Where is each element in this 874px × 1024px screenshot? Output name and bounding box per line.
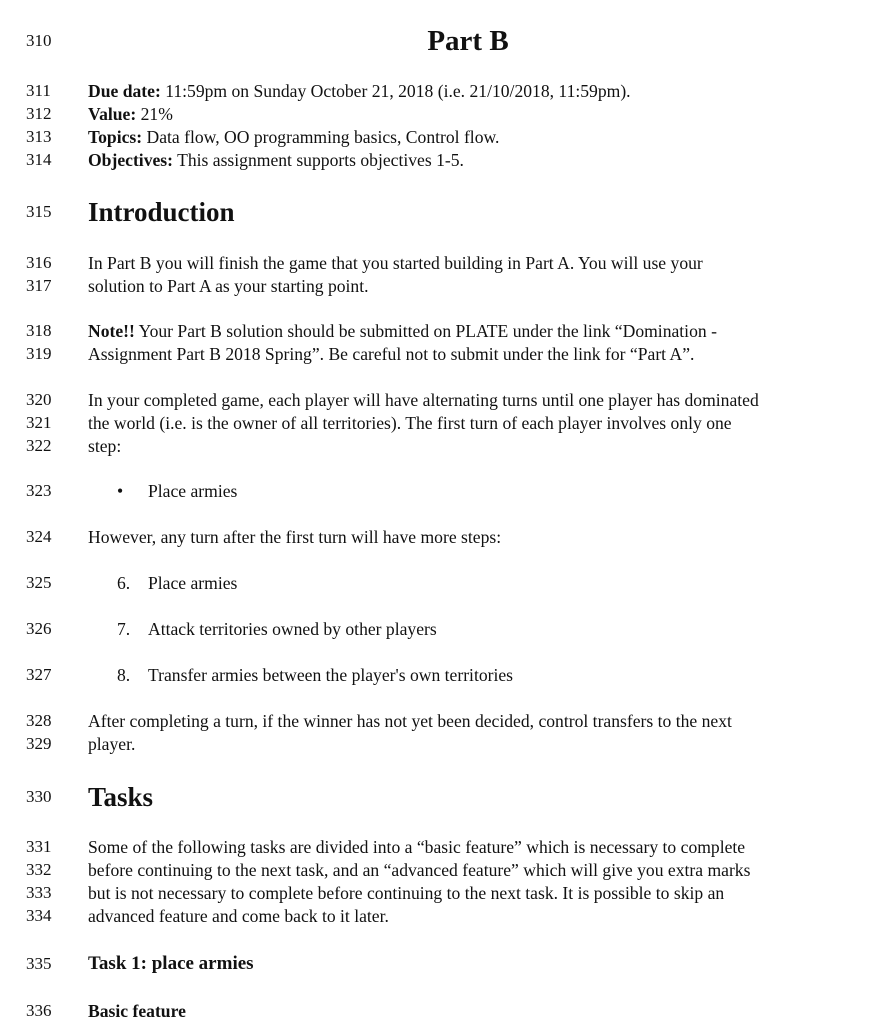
due-date-value: 11:59pm on Sunday October 21, 2018 (i.e. 21/10/2018, 11:59pm). — [160, 81, 631, 101]
line-316: 316 In Part B you will finish the game that you started building in Part A. You will use your — [26, 253, 703, 273]
line-326: 326 7. Attack territories owned by other players — [26, 619, 437, 639]
line-334: 334 advanced feature and come back to it later. — [26, 906, 389, 926]
due-date-label: Due date: — [88, 81, 161, 101]
topics-label: Topics: — [88, 127, 143, 147]
line-315: 315 Introduction — [26, 197, 235, 227]
line-329: 329 player. — [26, 734, 136, 754]
line-321: 321 the world (i.e. is the owner of all territories). The first turn of each player involves only one — [26, 413, 732, 433]
objectives-value: This assignment supports objectives 1-5. — [173, 150, 464, 170]
line-323: 323 • Place armies — [26, 481, 238, 501]
line-330: 330 Tasks — [26, 782, 154, 812]
line-317: 317 solution to Part A as your starting point. — [26, 276, 369, 296]
line-331: 331 Some of the following tasks are divided into a “basic feature” which is necessary to complete — [26, 837, 746, 857]
line-325: 325 6. Place armies — [26, 573, 238, 593]
line-320: 320 In your completed game, each player will have alternating turns until one player has dominated — [26, 390, 759, 410]
topics-value: Data flow, OO programming basics, Control flow. — [142, 127, 500, 147]
line-310: 310 Part B — [26, 25, 509, 57]
line-332: 332 before continuing to the next task, and an “advanced feature” which will give you extra marks — [26, 860, 751, 880]
line-328: 328 After completing a turn, if the winner has not yet been decided, control transfers to the next — [26, 711, 732, 731]
line-327: 327 8. Transfer armies between the player's own territories — [26, 665, 514, 685]
line-313: 313 Topics: Data flow, OO programming basics, Control flow. — [26, 127, 500, 147]
objectives-label: Objectives: — [88, 150, 174, 170]
note-text: Your Part B solution should be submitted on PLATE under the link “Domination - — [134, 321, 717, 341]
line-333: 333 but is not necessary to complete before continuing to the next task. It is possible to skip an — [26, 883, 725, 903]
line-322: 322 step: — [26, 436, 122, 456]
line-324: 324 However, any turn after the first turn will have more steps: — [26, 527, 502, 547]
note-label: Note!! — [88, 321, 135, 341]
line-335: 335 Task 1: place armies — [26, 953, 254, 974]
line-319: 319 Assignment Part B 2018 Spring”. Be careful not to submit under the link for “Part A”. — [26, 344, 695, 364]
line-314: 314 Objectives: This assignment supports objectives 1-5. — [26, 150, 464, 170]
line-312: 312 Value: 21% — [26, 104, 173, 124]
line-318: 318 Note!! Your Part B solution should be submitted on PLATE under the link “Domination - — [26, 321, 717, 341]
line-311: 311 Due date: 11:59pm on Sunday October 21, 2018 (i.e. 21/10/2018, 11:59pm). — [26, 81, 631, 101]
value-value: 21% — [136, 104, 173, 124]
line-336: 336 Basic feature — [26, 1001, 186, 1021]
value-label: Value: — [88, 104, 137, 124]
